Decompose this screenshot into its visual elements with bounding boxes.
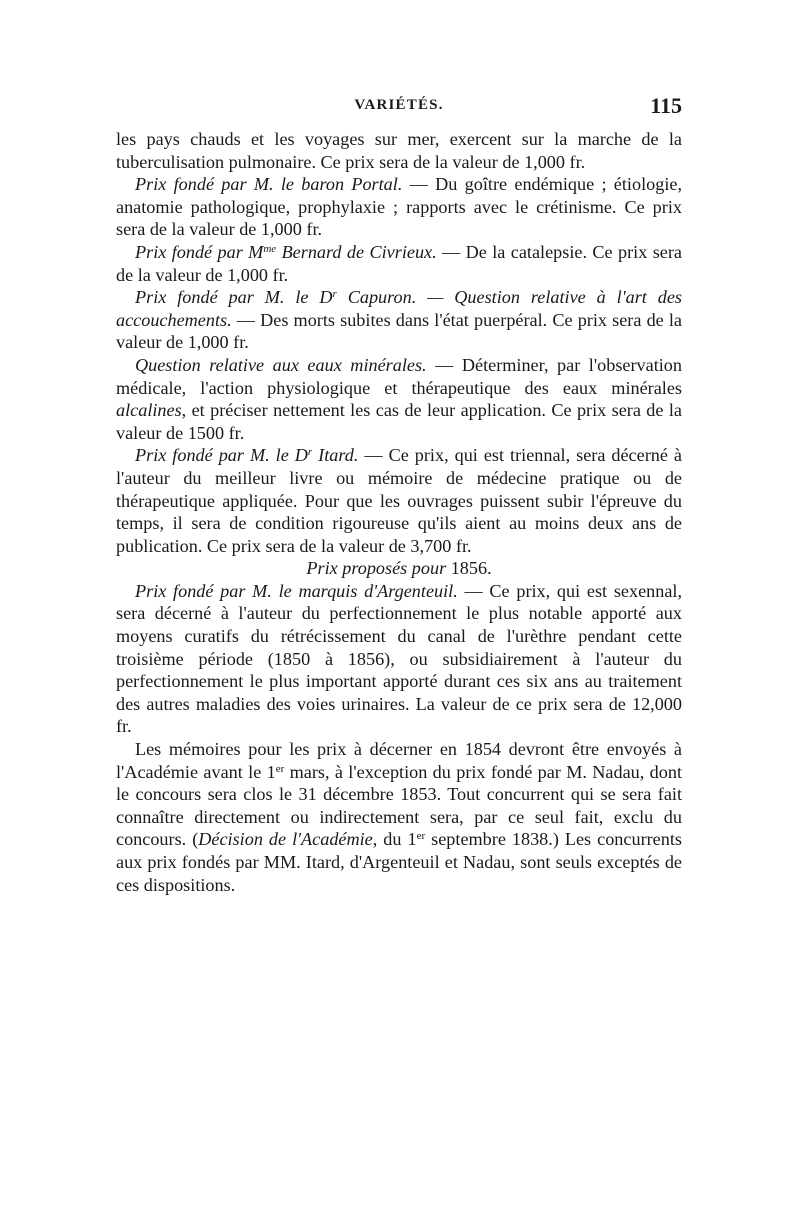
section-heading: [116, 557, 682, 580]
section-heading-text: Prix proposés pour: [306, 558, 451, 579]
prize-title-part: Prix fondé par M. le D: [135, 287, 333, 308]
paragraph-memoires: [116, 738, 682, 896]
superscript: r: [307, 446, 313, 459]
section-heading-year: 1856.: [450, 558, 492, 579]
paragraph-text: — Des morts subites dans l'état puerpéral. Ce prix sera de la valeur de 1,000 fr.: [116, 309, 682, 353]
body-text: [116, 128, 682, 896]
italic-word: alcalines: [116, 400, 182, 421]
paragraph-text: — Ce prix, qui est triennal, sera décerné à l'auteur du meilleur livre ou mémoire de médecine pratique ou de thérapeutique appliquée. Pour que les ouvrages puissent subir l'épreuve du temps, il sera de condition rigoureuse qu'ils aient au moins deux ans de publication. Ce prix sera de la valeur de 3,700 fr.: [116, 445, 682, 556]
prize-title: Prix fondé par M. le marquis d'Argenteuil.: [135, 580, 458, 601]
paragraph-text: septembre 1838.) Les concurrents aux prix fondés par MM. Itard, d'Argenteuil et Nadau, sont seuls exceptés de ces dispositions.: [116, 829, 682, 895]
paragraph-prix-civrieux: [116, 241, 682, 286]
paragraph-text: — Ce prix, qui est sexennal, sera décerné à l'auteur du perfectionnement le plus notable apporté aux moyens curatifs du rétrécissement du canal de l'urèthre pendant cette troisième période (1850 à 1856), ou subsidiairement à l'auteur du perfectionnement le plus important apporté durant ces six ans au traitement des autres maladies des voies urinaires. La valeur de ce prix sera de 12,000 fr.: [116, 580, 682, 737]
prize-title-part: Prix fondé par M. le D: [135, 445, 308, 466]
superscript: me: [263, 242, 277, 255]
paragraph-text: , et préciser nettement les cas de leur application. Ce prix sera de la valeur de 1500 fr.: [116, 400, 682, 443]
running-title: VARIÉTÉS.: [354, 97, 444, 113]
prize-title-part: Capuron. — Question relative à l'art des accouchements.: [116, 287, 682, 330]
running-head: [116, 93, 682, 123]
paragraph-text: — Du goître endémique ; étiologie, anatomie pathologique, prophylaxie ; rapports avec le crétinisme. Ce prix sera de la valeur de 1,000 fr.: [116, 174, 682, 240]
paragraph-text: les pays chauds et les voyages sur mer, exercent sur la marche de la tuberculisation pulmonaire. Ce prix sera de la valeur de 1,000 fr.: [116, 129, 682, 172]
paragraph-text: Les mémoires pour les prix à décerner en 1854 devront être envoyés à l'Académie avant le 1: [116, 739, 682, 782]
paragraph-prix-itard: [116, 444, 682, 557]
prize-title: Prix fondé par M. le baron Portal.: [135, 174, 403, 195]
superscript: r: [332, 288, 337, 301]
superscript: er: [275, 762, 285, 775]
page-number: 115: [650, 93, 682, 118]
paragraph-text: — Déterminer, par l'observation médicale, l'action physiologique et thérapeutique des eaux minérales: [116, 354, 682, 398]
prize-title-part: Bernard de Civrieux.: [276, 241, 437, 262]
paragraph-text: , du 1: [372, 829, 417, 850]
question-title: Question relative aux eaux minérales.: [135, 354, 427, 375]
paragraph-prix-portal: [116, 173, 682, 241]
paragraph-eaux-minerales: [116, 354, 682, 444]
paragraph-text: mars, à l'exception du prix fondé par M. Nadau, dont le concours sera clos le 31 décembre 1853. Tout concurrent qui se sera fait connaître directement ou indirectement sera, par ce seul fait, exclu du concours. (: [116, 761, 682, 850]
paragraph-tuberculisation: [116, 128, 682, 173]
superscript: er: [416, 830, 426, 843]
paragraph-text: — De la catalepsie. Ce prix sera de la valeur de 1,000 fr.: [116, 241, 682, 285]
prize-title-part: Itard.: [312, 445, 359, 466]
paragraph-prix-capuron: [116, 286, 682, 354]
italic-citation: Décision de l'Académie: [198, 829, 373, 850]
paragraph-prix-argenteuil: [116, 580, 682, 738]
prize-title-part: Prix fondé par M: [135, 241, 264, 262]
